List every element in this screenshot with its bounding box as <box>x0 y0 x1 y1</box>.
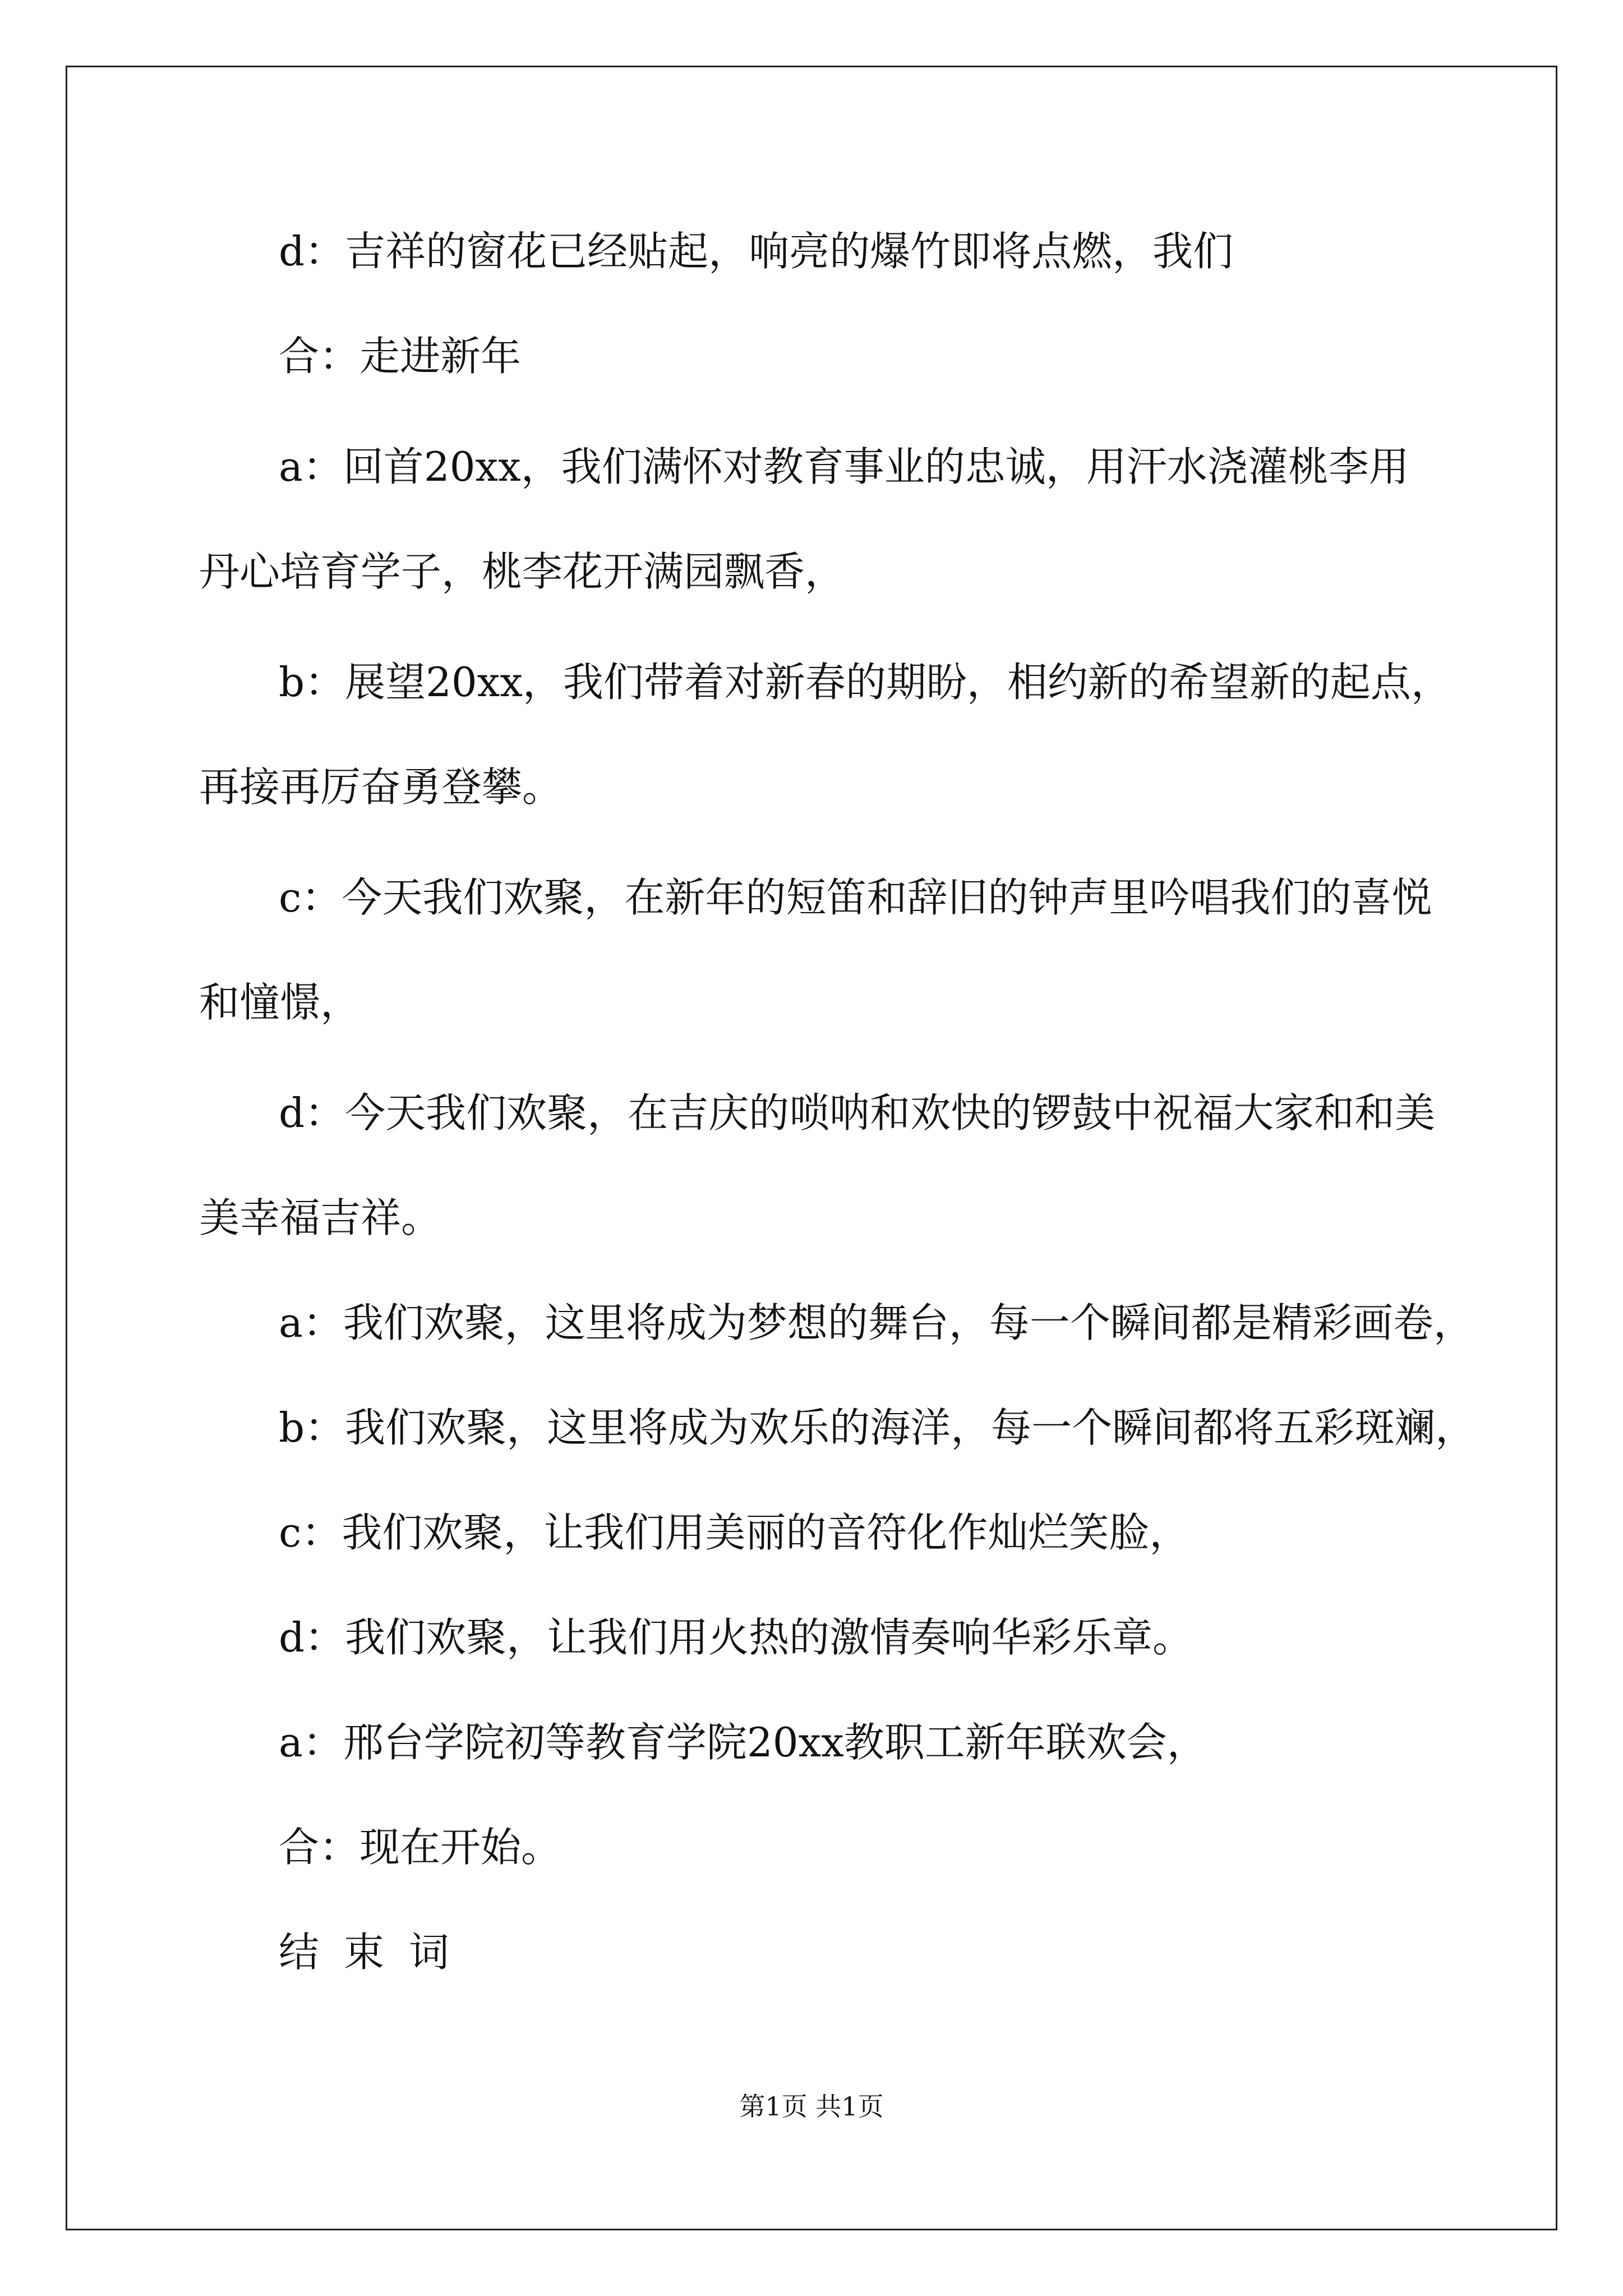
paragraph-line: 和憧憬， <box>199 979 361 1026</box>
section-heading: 结束词 <box>279 1929 474 1976</box>
paragraph-line: d：今天我们欢聚，在吉庆的唢呐和欢快的锣鼓中祝福大家和和美 <box>279 1089 1436 1137</box>
paragraph-line: 丹心培育学子，桃李花开满园飘香， <box>199 548 846 595</box>
paragraph-line: d：吉祥的窗花已经贴起，响亮的爆竹即将点燃，我们 <box>279 228 1234 275</box>
paragraph-line: c：我们欢聚，让我们用美丽的音符化作灿烂笑脸， <box>279 1509 1190 1556</box>
paragraph-line: 合：现在开始。 <box>279 1824 562 1871</box>
paragraph-line: 合：走进新年 <box>279 333 522 380</box>
page-border <box>66 66 1557 2230</box>
paragraph-line: a：邢台学院初等教育学院20xx教职工新年联欢会， <box>279 1719 1207 1766</box>
paragraph-line: 美幸福吉祥。 <box>199 1194 442 1241</box>
paragraph-line: a：我们欢聚，这里将成为梦想的舞台，每一个瞬间都是精彩画卷， <box>279 1299 1474 1346</box>
page-number-footer: 第1页 共1页 <box>739 2091 884 2122</box>
paragraph-line: a：回首20xx，我们满怀对教育事业的忠诚，用汗水浇灌桃李用 <box>279 443 1409 490</box>
paragraph-line: b：展望20xx，我们带着对新春的期盼，相约新的希望新的起点， <box>279 659 1451 706</box>
paragraph-line: 再接再厉奋勇登攀。 <box>199 763 563 811</box>
paragraph-line: b：我们欢聚，这里将成为欢乐的海洋，每一个瞬间都将五彩斑斓， <box>279 1404 1476 1451</box>
paragraph-line: c：今天我们欢聚，在新年的短笛和辞旧的钟声里吟唱我们的喜悦 <box>279 874 1432 921</box>
paragraph-line: d：我们欢聚，让我们用火热的激情奏响华彩乐章。 <box>279 1614 1193 1661</box>
